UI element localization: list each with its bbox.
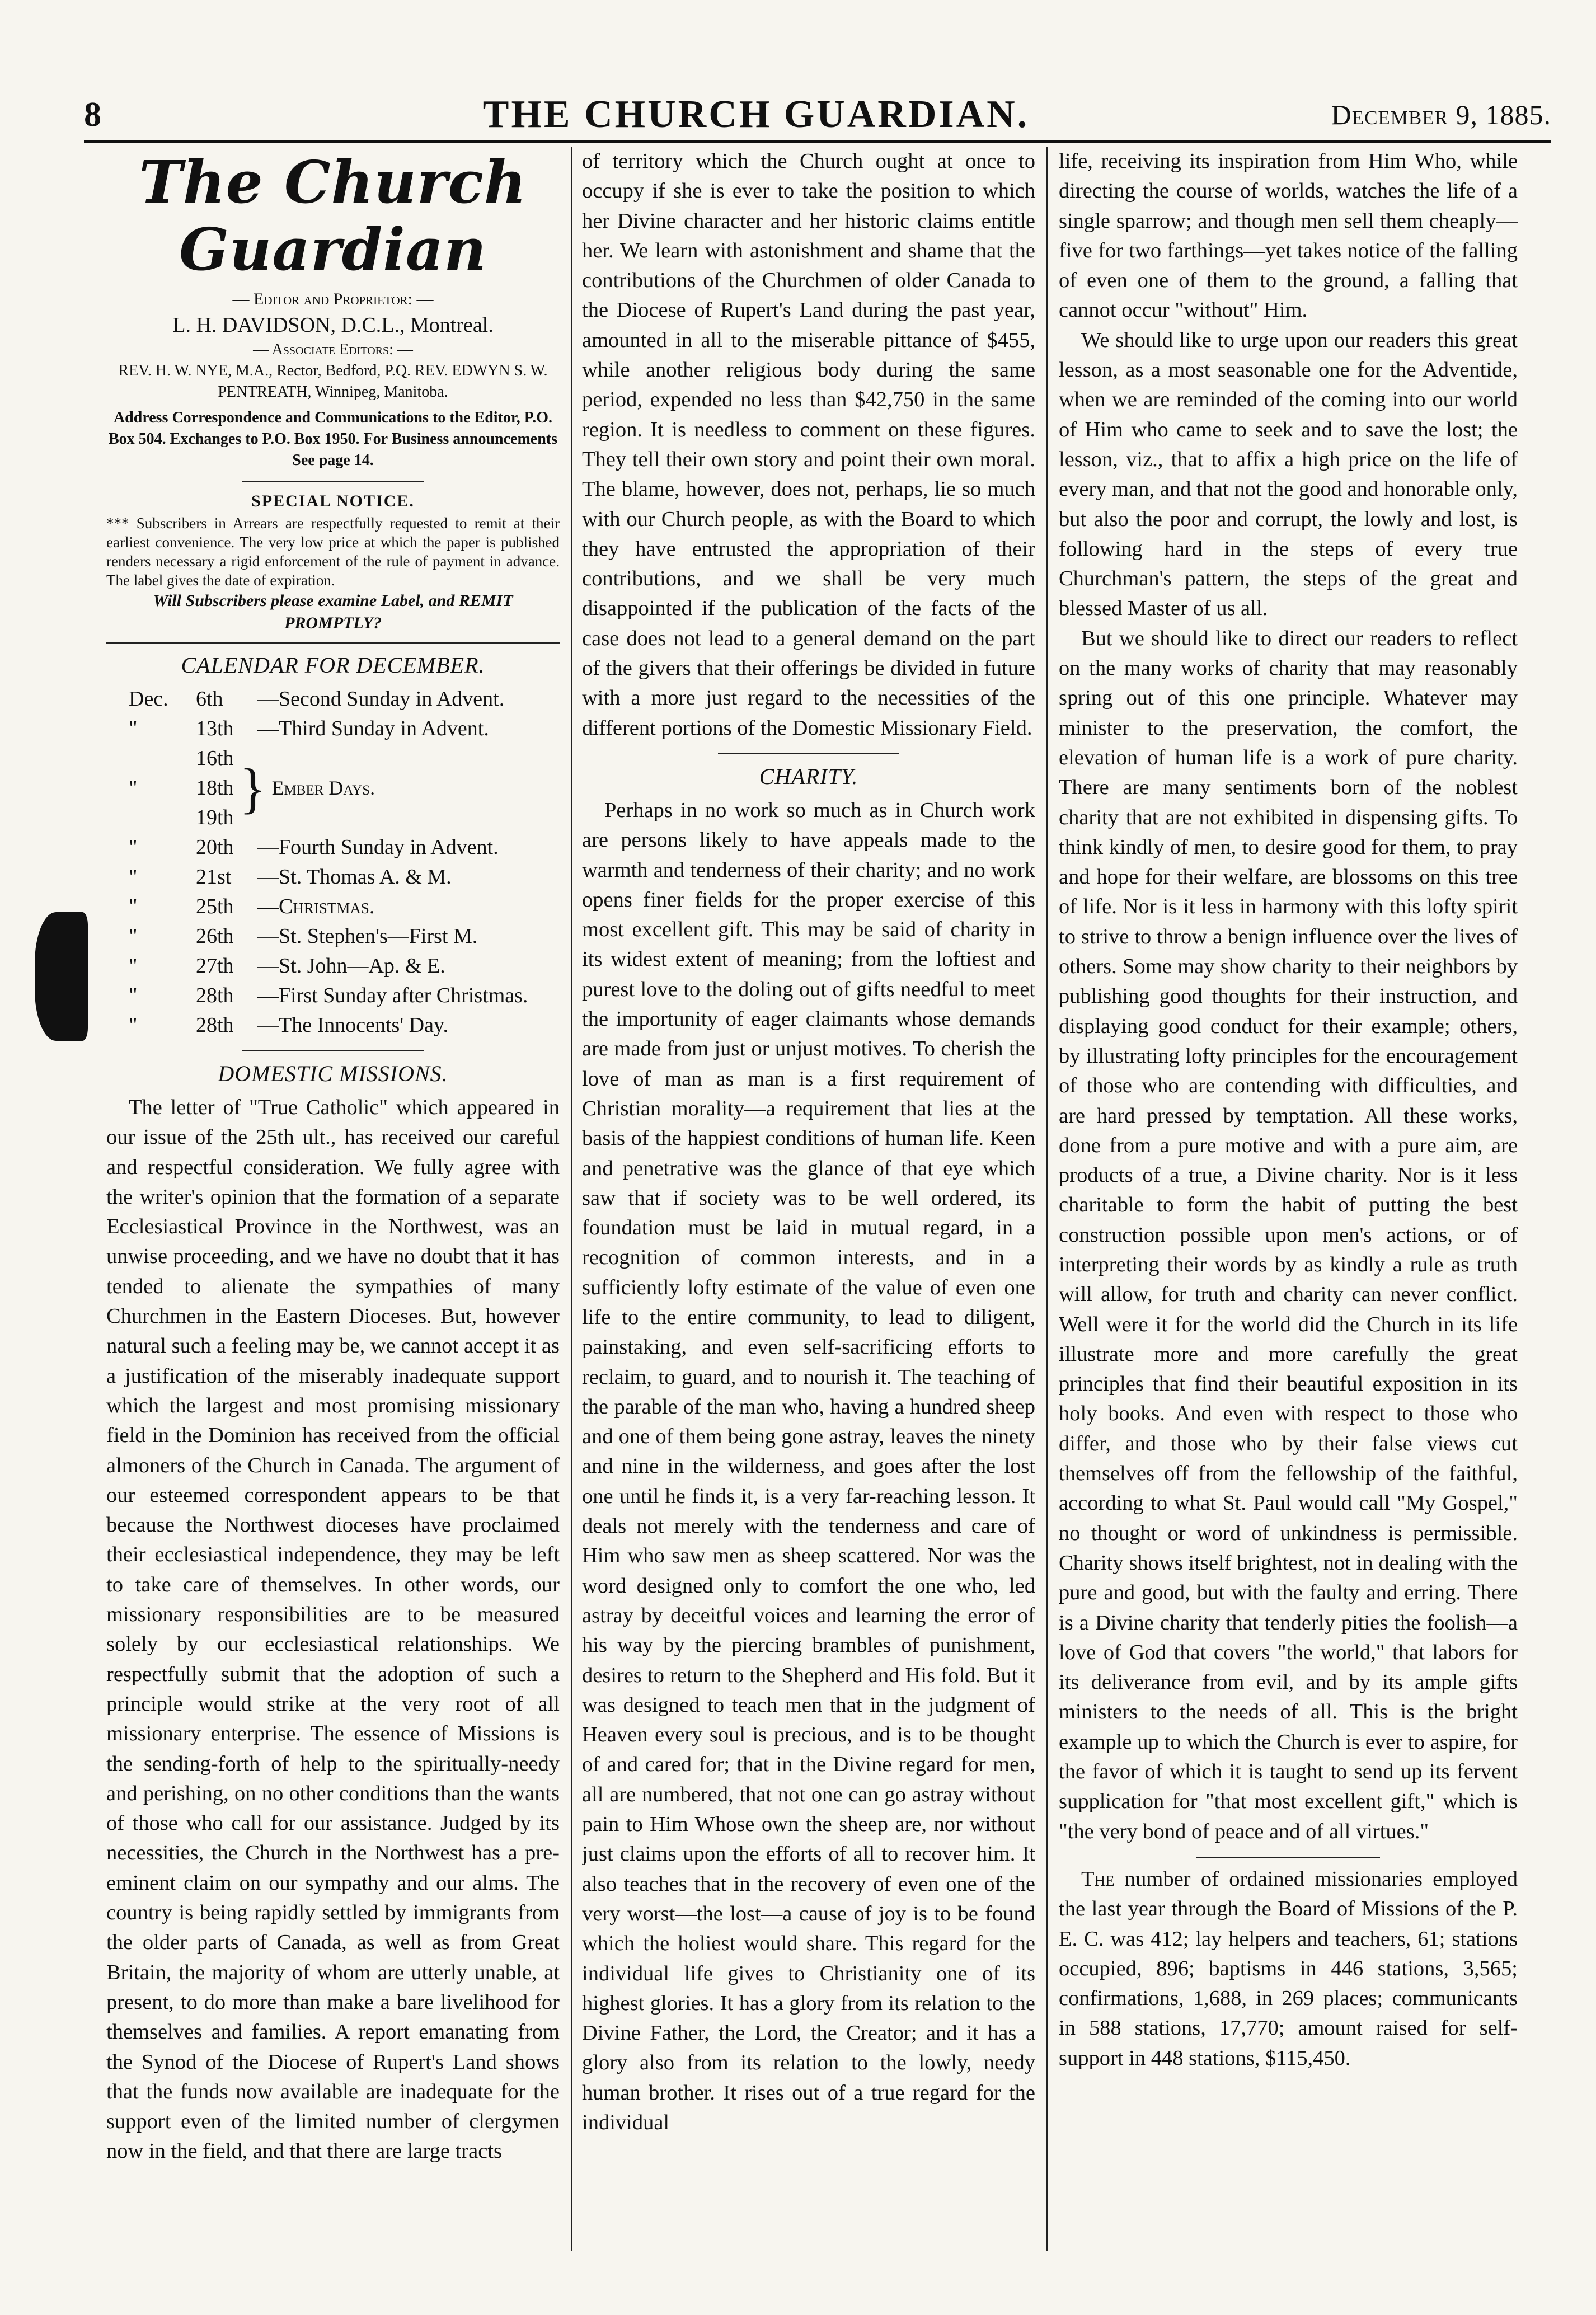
address-notice: Address Correspondence and Communications to the Editor, P.O. Box 504. Exchanges to P.O. Box 1950. For Business announcements See page 14. (109, 409, 557, 469)
calendar-row: " 21st —St. Thomas A. & M. (129, 865, 452, 889)
ember-days-label: Ember Days. (271, 777, 375, 799)
calendar-row: " 13th —Third Sunday in Advent. (129, 717, 489, 740)
divider (242, 1050, 424, 1051)
ember-days-row: " 16th 18th 19th } Ember Days. (129, 746, 375, 829)
article-paragraph: life, receiving its inspiration from Him Who, while directing the course of worlds, watches the life of a single sparrow; and though men sell them cheaply—five for two farthings—yet takes notice of the falling of even one of them to the ground, a falling that cannot occur "without" Him. (1059, 149, 1518, 322)
masthead-title: The Church Guardian (139, 148, 527, 284)
article-paragraph: Perhaps in no work so much as in Church work are persons likely to have appeals made to the warmth and tenderness of their charity; and no work opens finer fields for the proper exercise of this most excellent gift. This may be said of charity in its widest extent of meaning; from the loftiest and purest love to the doling out of gifts needful to meet the importunity of eager claimants whose demands are made from just or unjust motives. To cherish the love of man as man is a first requirement of Christian morality—a requirement that lies at the basis of the happiest conditions of human life. Keen and penetrative was the glance of that eye which saw that if society was to be well ordered, its foundation must be laid in mutual regard, in a recognition of common interests, and in a sufficiently lofty estimate of the value of even one life to the entire community, to lead to diligent, painstaking, and even self-sacrificing efforts to reclaim, to guard, and to nourish it. The teaching of the parable of the man who, having a hundred sheep and one of them being gone astray, leaves the ninety and nine in the wilderness, and goes after the lost one until he finds it, is a very far-reaching lesson. It deals not merely with the tenderness and care of Him who saw men as sheep scattered. Nor was the word designed only to comfort the one who, led astray by deceitful voices and learning the error of his way by the piercing brambles of punishment, desires to return to the Shepherd and His fold. But it was designed to teach men that in the judgment of Heaven every soul is precious, and is to be thought of and cared for; that in the Divine regard for men, all are numbered, that not one can go astray without pain to Him Whose own the sheep are, nor without just claims upon the efforts of all to recover him. It also teaches that in the recovery of even one of the very worst—the lost—a cause of joy is to be found which the holiest would share. This regard for the individual life gives to Christianity one of its highest glories. It has a glory from its relation to the Divine Father, the Lord, the Creator; and it has a glory also from its relation to the lowly, needy human brother. It rises out of a true regard for the individual (582, 798, 1035, 2134)
special-notice-text: *** Subscribers in Arrears are respectfully requested to remit at their earliest convenience. The very low price at which the paper is published renders necessary a rigid enforcement of the rule of payment in advance. The label gives the date of expiration. (106, 515, 560, 589)
calendar-row: " 28th —First Sunday after Christmas. (129, 984, 528, 1007)
associate-editors-label: — Associate Editors: — (253, 341, 413, 358)
page-number: 8 (84, 95, 102, 134)
newspaper-title: THE CHURCH GUARDIAN. (482, 93, 1030, 136)
calendar-row: " 25th —Christmas. (129, 895, 375, 918)
lead-word: The (1081, 1867, 1115, 1891)
calendar-row: " 20th —Fourth Sunday in Advent. (129, 835, 499, 859)
calendar-heading: CALENDAR FOR DECEMBER. (181, 652, 485, 678)
editor-label: — Editor and Proprietor: — (232, 290, 434, 308)
column-rule (1046, 147, 1048, 2251)
special-notice-cta: Will Subscribers please examine Label, and REMIT PROMPTLY? (153, 591, 513, 632)
running-head (84, 90, 1551, 140)
divider (106, 642, 560, 644)
special-notice-heading: SPECIAL NOTICE. (251, 492, 415, 510)
domestic-missions-heading: DOMESTIC MISSIONS. (218, 1061, 448, 1086)
missionaries-text: number of ordained missionaries employed the last year through the Board of Missions of the P. E. C. was 412; lay helpers and teachers, 61; stations occupied, 896; baptisms in 446 stations, 3,565; confirmations, 1,688, in 269 places; communicants in 588 stations, 17,770; amount raised for self-support in 448 stations, $115,450. (1059, 1867, 1518, 2070)
article-paragraph: The letter of "True Catholic" which appeared in our issue of the 25th ult., has received our careful and respectful consideration. We fully agree with the writer's opinion that the formation of a separate Ecclesiastical Province in the Northwest, was an unwise proceeding, and we have no doubt that it has tended to alienate the sympathies of many Churchmen in the Eastern Dioceses. But, however natural such a feeling may be, we cannot accept it as a justification of the miserably inadequate support which the largest and most promising missionary field in the Dominion has received from the official almoners of the Church in Canada. The argument of our esteemed correspondent appears to be that because the Northwest dioceses have proclaimed their ecclesiastical independence, they may be left to take care of themselves. In other words, our missionary responsibilities are to be measured solely by our ecclesiastical relationships. We respectfully submit that the adoption of such a principle would strike at the very root of all missionary enterprise. The essence of Missions is the sending-forth of help to the spiritually-needy and perishing, on no other conditions than the wants of those who call for our assistance. Judged by its necessities, the Church in the Northwest has a pre-eminent claim on our sympathy and our alms. The country is being rapidly settled by immigrants from the older parts of Canada, as well as from Great Britain, the majority of whom are utterly unable, at present, to do more than make a bare livelihood for themselves and families. A report emanating from the Synod of the Diocese of Rupert's Land shows that the funds now available are inadequate for the support even of the limited number of clergymen now in the field, and that there are large tracts (106, 1096, 560, 2163)
issue-date: December 9, 1885. (1331, 99, 1551, 130)
calendar-row: Dec. 6th —Second Sunday in Advent. (129, 687, 505, 711)
divider (242, 481, 424, 482)
calendar-row: " 28th —The Innocents' Day. (129, 1013, 448, 1037)
charity-heading: CHARITY. (759, 763, 858, 789)
column-rule (571, 147, 572, 2251)
missionaries-paragraph (1059, 1865, 1518, 2073)
divider (1196, 1857, 1380, 1858)
calendar-row: " 26th —St. Stephen's—First M. (129, 924, 478, 948)
brace-glyph: } (239, 757, 266, 819)
column-1 (106, 147, 560, 2248)
column-2 (582, 147, 1035, 2248)
divider (718, 753, 899, 754)
ink-blot (35, 912, 88, 1041)
article-paragraph: But we should like to direct our readers to reflect on the many works of charity that may reasonably spring out of this one principle. Whatever may minister to the preservation, the comfort, the elevation of human life is a work of pure charity. There are many sentiments born of the noblest charity that are not exhibited in dispensing gifts. To think kindly of men, to desire good for them, to pray and hope for their welfare, are blossoms on this tree of life. Nor is it less in harmony with this lofty spirit to strive to throw a benign influence over the lives of others. Some may show charity to their neighbors by publishing good thoughts for their instruction, and displaying good conduct for their example; others, by illustrating lofty principles for the encouragement of those who are contending with difficulties, and are hard pressed by temptation. All these works, done from a pure motive and with a pure aim, are products of a true, a Divine charity. Nor is it less charitable to form the habit of putting the best construction possible upon men's actions, or of interpreting their words by as kindly a rule as truth will allow, for truth and charity can never conflict. Well were it for the world did the Church in its life illustrate more and more carefully the great principles that find their beautiful exposition in its holy books. And even with respect to those who differ, and those who by their false views cut themselves off from the fellowship of the faithful, according to what St. Paul would call "My Gospel," no thought or word of unkindness is permissible. Charity shows itself brightest, not in dealing with the pure and good, but with the faulty and erring. There is a Divine charity that tenderly pities the foolish—a love of God that covers "the world," that labors for its deliverance from evil, and by its ample gifts ministers to the needs of all. This is the bright example up to which the Church is ever to aspire, for the favor of which it is taught to send up its fervent supplication for "that most excellent gift," which is "the very bond of peace and of all virtues." (1059, 626, 1518, 1843)
editor-name: L. H. DAVIDSON, D.C.L., Montreal. (172, 313, 494, 337)
column-3 (1059, 147, 1518, 2248)
header-rule (84, 140, 1551, 143)
calendar-row: " 27th —St. John—Ap. & E. (129, 954, 445, 978)
calendar-list (106, 684, 560, 1040)
associate-editors: REV. H. W. NYE, M.A., Rector, Bedford, P.Q. REV. EDWYN S. W. PENTREATH, Winnipeg, Manitoba. (118, 362, 548, 401)
article-paragraph: of territory which the Church ought at once to occupy if she is ever to take the position to which her Divine character and her historic claims entitle her. We learn with astonishment and shame that the contributions of the Churchmen of older Canada to the Diocese of Rupert's Land during the past year, amounted in all to the miserable pittance of $455, while another religious body during the same period, expended no less than $42,750 in the same region. It is needless to comment on these figures. They tell their own story and point their own moral. The blame, however, does not, perhaps, lie so much with our Church people, as with the Board to which they have entrusted the appropriation of their contributions, and we shall be very much disappointed if the publication of the facts of the case does not lead to a general demand on the part of the givers that their offerings be divided in future with a more just regard to the necessities of the different portions of the Domestic Missionary Field. (582, 149, 1035, 740)
article-paragraph: We should like to urge upon our readers this great lesson, as a most seasonable one for the Adventide, when we are reminded of the coming into our world of Him who came to seek and to save the lost; the lesson, viz., that to affix a high price on the life of every man, and that not the good and honorable only, but also the poor and corrupt, the lowly and lost, is following hard in the steps of every true Churchman's pattern, the steps of the great and blessed Master of us all. (1059, 328, 1518, 621)
